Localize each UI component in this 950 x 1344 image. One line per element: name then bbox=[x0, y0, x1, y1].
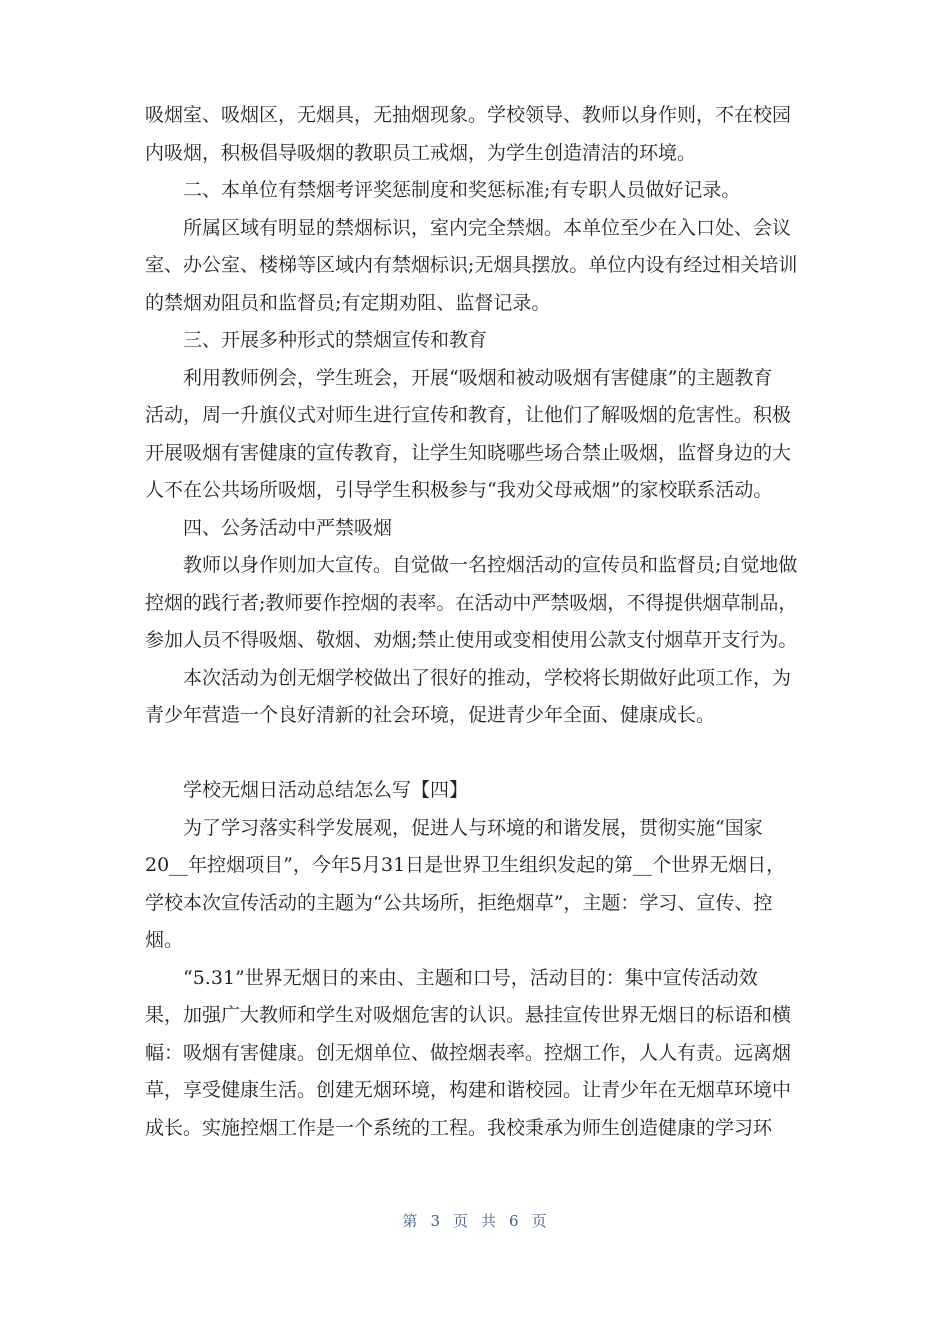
section-heading: 四、公务活动中严禁吸烟 bbox=[183, 516, 393, 539]
paragraph-line: 本次活动为创无烟学校做出了很好的推动，学校将长期做好此项工作，为 bbox=[183, 666, 792, 689]
paragraph-line: 吸烟室、吸烟区，无烟具，无抽烟现象。学校领导、教师以身作则，不在校园 bbox=[145, 104, 792, 126]
footer-di: 第 bbox=[402, 1212, 419, 1230]
paragraph-line: 幅：吸烟有害健康。创无烟单位、做控烟表率。控烟工作，人人有责。远离烟 bbox=[145, 1041, 792, 1064]
document-body bbox=[145, 97, 807, 1147]
paragraph-line: 所属区域有明显的禁烟标识，室内完全禁烟。本单位至少在入口处、会议 bbox=[183, 216, 792, 239]
footer-ye: 页 bbox=[452, 1212, 469, 1230]
footer-total-pages: 6 bbox=[509, 1212, 520, 1230]
article-title: 学校无烟日活动总结怎么写【四】 bbox=[183, 779, 469, 801]
paragraph-line: 参加人员不得吸烟、敬烟、劝烟;禁止使用或变相使用公款支付烟草开支行为。 bbox=[145, 629, 798, 651]
section-heading: 三、开展多种形式的禁烟宣传和教育 bbox=[183, 329, 488, 351]
paragraph-line: “5.31”世界无烟日的来由、主题和口号，活动目的：集中宣传活动效 bbox=[183, 966, 758, 989]
paragraph-line: 的禁烟劝阻员和监督员;有定期劝阻、监督记录。 bbox=[145, 291, 551, 314]
paragraph-gap bbox=[145, 735, 807, 773]
paragraph-line: 教师以身作则加大宣传。自觉做一名控烟活动的宣传员和监督员;自觉地做 bbox=[183, 554, 798, 576]
paragraph-line: 20__年控烟项目”，今年5月31日是世界卫生组织发起的第__个世界无烟日， bbox=[145, 854, 786, 876]
paragraph-line: 青少年营造一个良好清新的社会环境，促进青少年全面、健康成长。 bbox=[145, 704, 716, 726]
paragraph-line: 活动，周一升旗仪式对师生进行宣传和教育，让他们了解吸烟的危害性。积极 bbox=[145, 404, 792, 426]
paragraph-line: 学校本次宣传活动的主题为“公共场所，拒绝烟草”，主题：学习、宣传、控 bbox=[145, 891, 773, 914]
section-heading: 二、本单位有禁烟考评奖惩制度和奖惩标准;有专职人员做好记录。 bbox=[183, 179, 741, 201]
paragraph-line: 人不在公共场所吸烟，引导学生积极参与“我劝父母戒烟”的家校联系活动。 bbox=[145, 479, 773, 501]
paragraph-line: 开展吸烟有害健康的宣传教育，让学生知晓哪些场合禁止吸烟，监督身边的大 bbox=[145, 441, 792, 464]
paragraph-line: 控烟的践行者;教师要作控烟的表率。在活动中严禁吸烟，不得提供烟草制品， bbox=[145, 591, 798, 614]
footer-ye-2: 页 bbox=[531, 1212, 548, 1230]
paragraph-line: 利用教师例会，学生班会，开展“吸烟和被动吸烟有害健康”的主题教育 bbox=[183, 366, 773, 389]
paragraph-line: 内吸烟，积极倡导吸烟的教职员工戒烟，为学生创造清洁的环境。 bbox=[145, 141, 697, 164]
footer-page-number: 3 bbox=[430, 1212, 441, 1230]
paragraph-line: 草，享受健康生活。创建无烟环境，构建和谐校园。让青少年在无烟草环境中 bbox=[145, 1079, 792, 1101]
footer-gong: 共 bbox=[481, 1212, 498, 1230]
paragraph-line: 室、办公室、楼梯等区域内有禁烟标识;无烟具摆放。单位内设有经过相关培训 bbox=[145, 254, 798, 276]
page-footer bbox=[0, 1210, 950, 1231]
paragraph-line: 成长。实施控烟工作是一个系统的工程。我校秉承为师生创造健康的学习环 bbox=[145, 1116, 773, 1139]
paragraph-line: 烟。 bbox=[145, 929, 184, 951]
paragraph-line: 果，加强广大教师和学生对吸烟危害的认识。悬挂宣传世界无烟日的标语和横 bbox=[145, 1004, 792, 1026]
paragraph-line: 为了学习落实科学发展观，促进人与环境的和谐发展，贯彻实施“国家 bbox=[183, 816, 763, 839]
